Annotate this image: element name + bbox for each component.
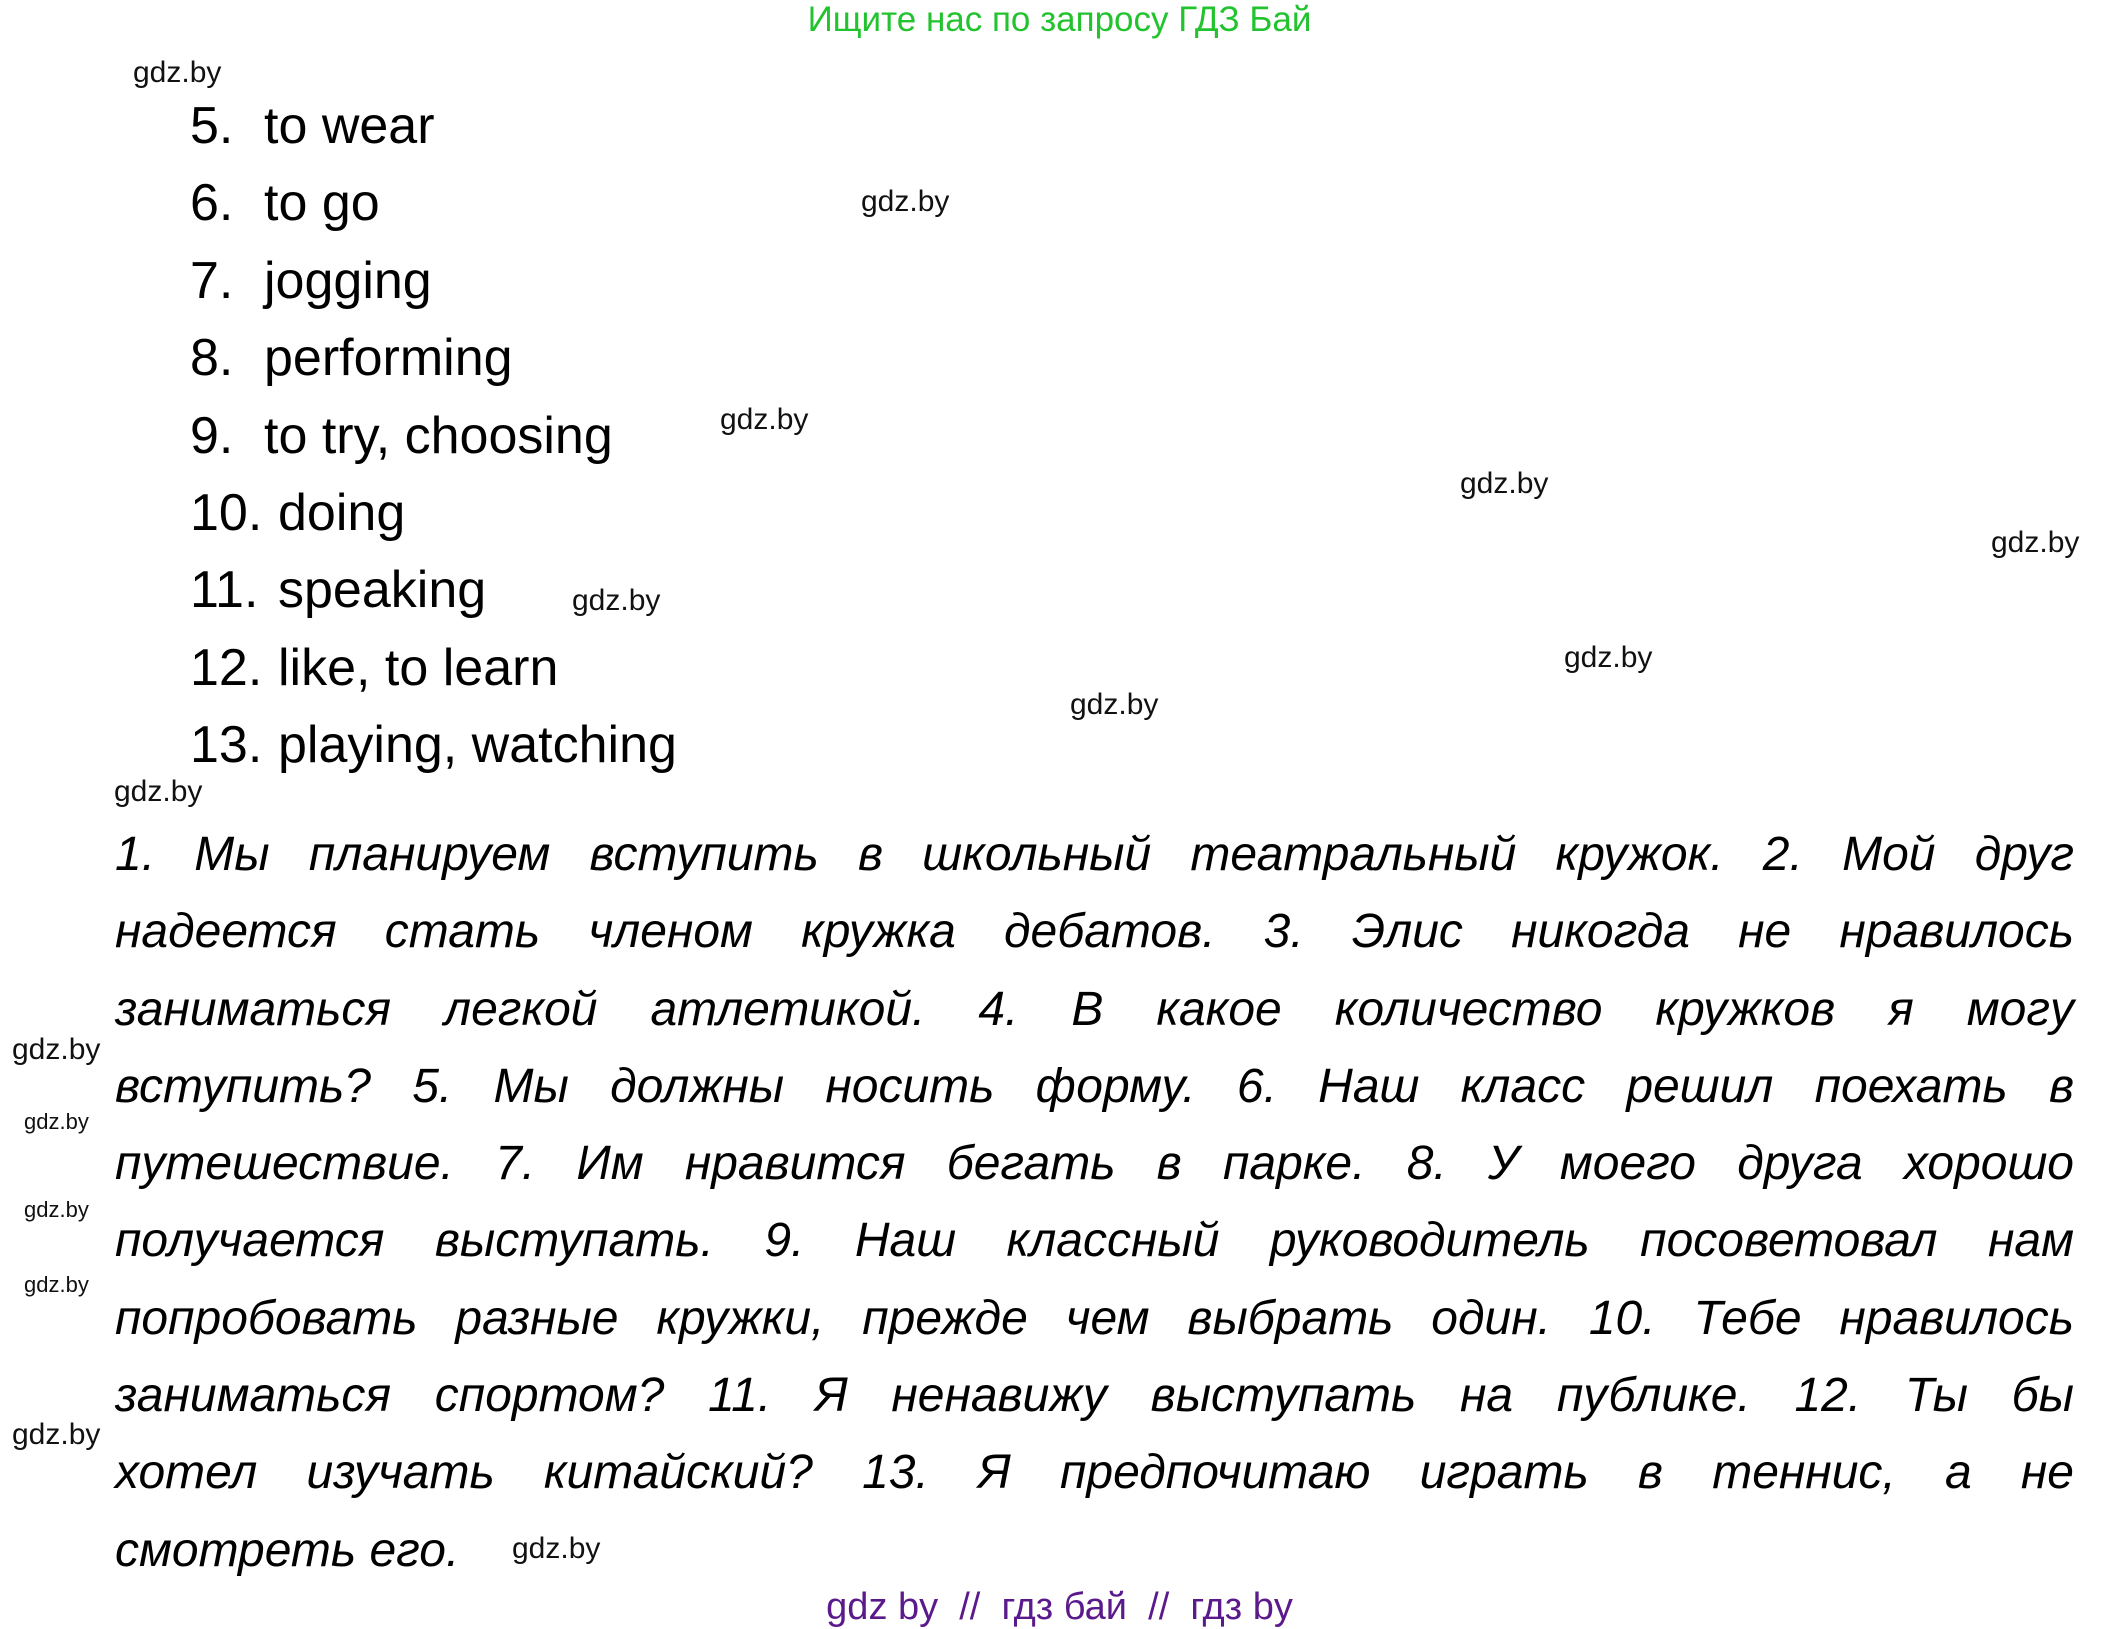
answer-text: like, to learn xyxy=(278,638,559,697)
answer-number: 5. xyxy=(190,97,234,155)
watermark: gdz.by xyxy=(24,1272,89,1297)
answer-item xyxy=(190,251,677,328)
answer-text: to try, choosing xyxy=(264,406,613,465)
translation-paragraph xyxy=(115,822,2074,1595)
answer-item xyxy=(190,173,677,250)
translation-line: вступить? 5. Мы должны носить форму. 6. Наш класс решил поехать в xyxy=(115,1059,2074,1113)
answer-text: performing xyxy=(264,329,513,388)
answer-item xyxy=(190,715,677,792)
translation-line: хотел изучать китайский? 13. Я предпочитаю играть в теннис, а не xyxy=(115,1446,2074,1500)
answer-item xyxy=(190,483,677,560)
translation-line: смотреть его. xyxy=(115,1523,460,1577)
watermark: gdz.by xyxy=(1070,688,1159,721)
translation-line: 1. Мы планируем вступить в школьный театральный кружок. 2. Мой друг xyxy=(115,828,2074,881)
answer-number: 6. xyxy=(190,174,234,233)
answer-number: 8. xyxy=(190,329,234,388)
watermark: gdz.by xyxy=(720,403,809,436)
answer-item xyxy=(190,328,677,405)
answer-text: jogging xyxy=(264,251,432,310)
watermark: gdz.by xyxy=(572,584,661,617)
watermark: gdz.by xyxy=(861,185,950,218)
watermark: gdz.by xyxy=(12,1033,101,1066)
watermark: gdz.by xyxy=(114,775,203,808)
answer-text: speaking xyxy=(278,561,487,620)
answer-number: 7. xyxy=(190,251,234,310)
answer-text: doing xyxy=(278,483,406,542)
watermark: gdz.by xyxy=(1564,641,1653,674)
translation-line: путешествие. 7. Им нравится бегать в парке. 8. У моего друга хорошо xyxy=(115,1137,2074,1191)
answer-number: 9. xyxy=(190,406,234,465)
answer-item xyxy=(190,96,677,173)
watermark: gdz.by xyxy=(12,1418,101,1451)
watermark: gdz.by xyxy=(133,56,222,89)
translation-line: заниматься спортом? 11. Я ненавижу выступать на публике. 12. Ты бы xyxy=(115,1369,2074,1423)
watermark: gdz.by xyxy=(24,1197,89,1222)
answer-text: to wear xyxy=(264,97,435,155)
answer-text: playing, watching xyxy=(278,716,677,775)
answer-item xyxy=(190,638,677,715)
watermark: gdz.by xyxy=(24,1109,89,1134)
search-hint-banner: Ищите нас по запросу ГДЗ Бай xyxy=(807,0,1312,39)
answers-list xyxy=(190,96,677,793)
answer-number: 10. xyxy=(190,483,263,542)
answer-number: 11. xyxy=(190,561,259,620)
translation-line: попробовать разные кружки, прежде чем выбрать один. 10. Тебе нравилось xyxy=(115,1291,2074,1345)
translation-line: получается выступать. 9. Наш классный руководитель посоветовал нам xyxy=(115,1214,2074,1268)
translation-line: заниматься легкой атлетикой. 4. В какое количество кружков я могу xyxy=(115,982,2074,1036)
answer-item xyxy=(190,406,677,483)
watermark: gdz.by xyxy=(1460,467,1549,500)
answer-number: 13. xyxy=(190,716,263,775)
footer-links: gdz by // гдз бай // гдз by xyxy=(826,1586,1293,1628)
watermark: gdz.by xyxy=(1991,526,2080,559)
watermark: gdz.by xyxy=(512,1532,601,1565)
answer-number: 12. xyxy=(190,638,263,697)
answer-text: to go xyxy=(264,174,380,233)
translation-line: надеется стать членом кружка дебатов. 3. Элис никогда не нравилось xyxy=(115,905,2074,959)
